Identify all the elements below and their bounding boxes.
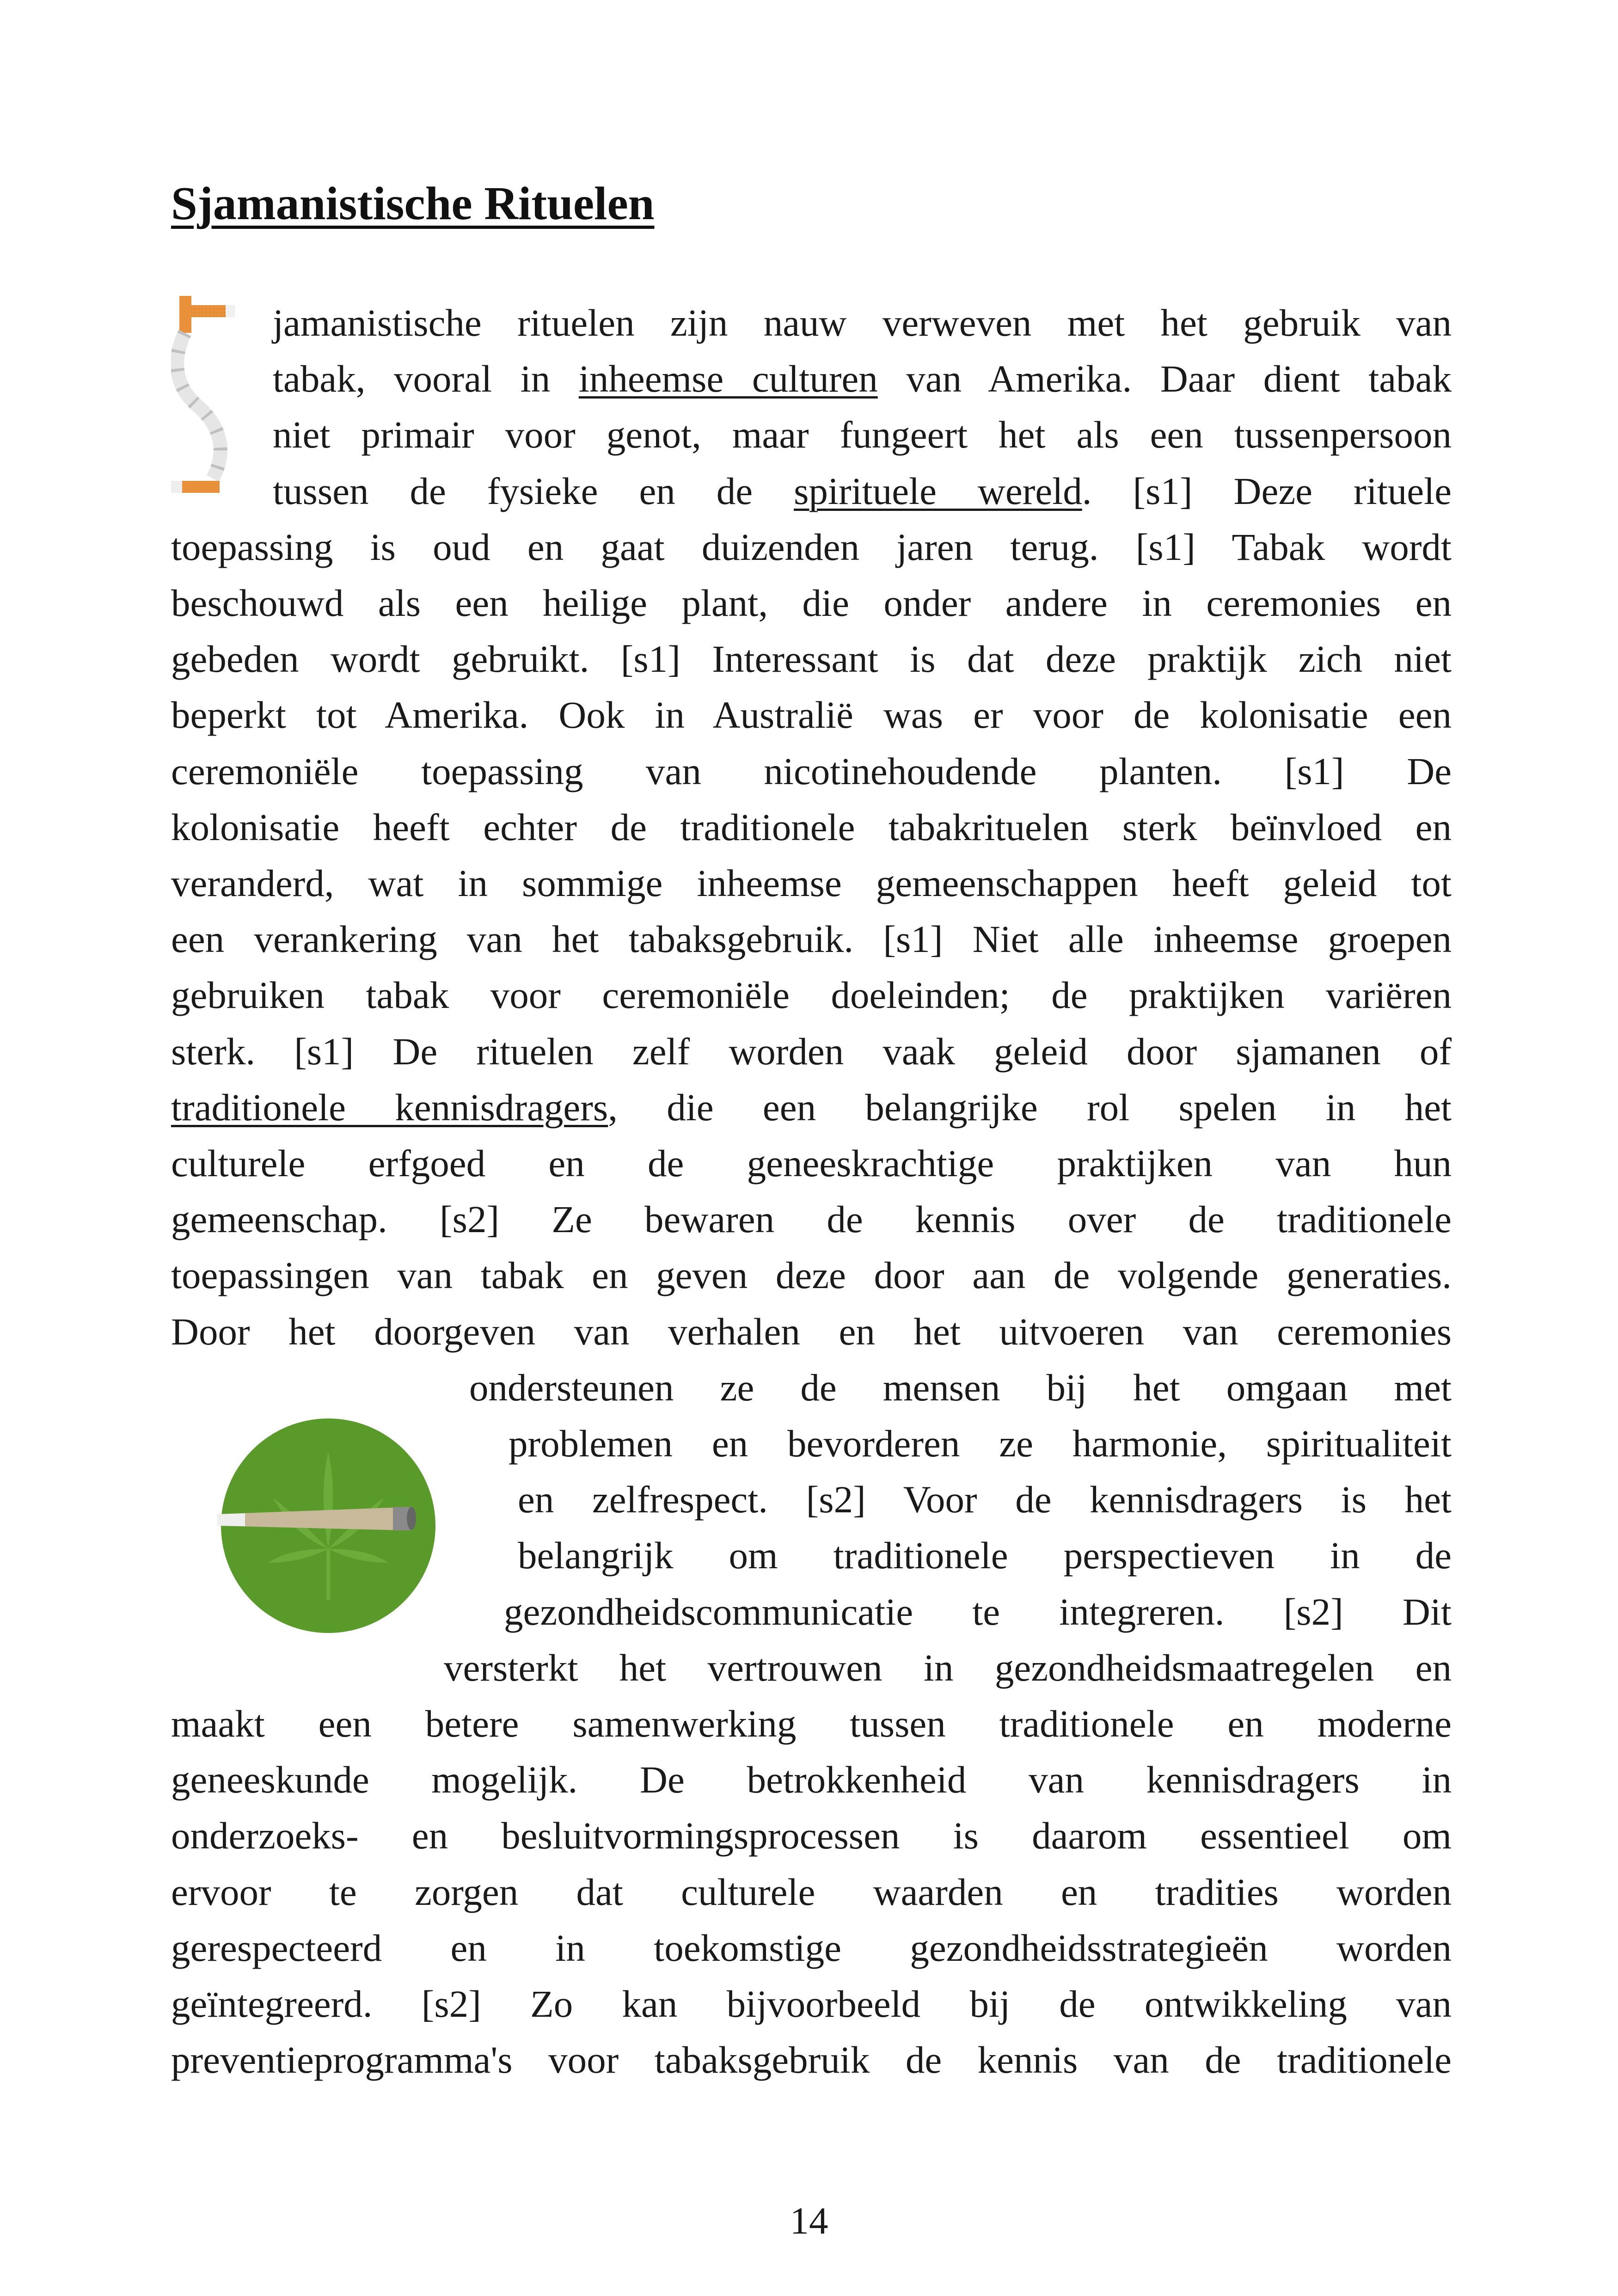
page-title: Sjamanistische Rituelen <box>171 178 655 230</box>
link-text[interactable]: inheemse culturen <box>578 357 878 400</box>
text-line: toepassingen van tabak en geven deze door aan de volgende generaties. <box>171 1254 1452 1297</box>
text-line: een verankering van het tabaksgebruik. [s1] Niet alle inheemse groepen <box>171 918 1452 961</box>
text-line: culturele erfgoed en de geneeskrachtige praktijken van hun <box>171 1142 1452 1185</box>
text-line: en zelfrespect. [s2] Voor de kennisdragers is het <box>518 1478 1452 1521</box>
text-line: versterkt het vertrouwen in gezondheidsmaatregelen en <box>444 1646 1452 1689</box>
text-line: veranderd, wat in sommige inheemse gemeenschappen heeft geleid tot <box>171 862 1452 904</box>
text-line: geïntegreerd. [s2] Zo kan bijvoorbeeld bij de ontwikkeling van <box>171 1983 1452 2025</box>
text-line: niet primair voor genot, maar fungeert het als een tussenpersoon <box>273 413 1452 456</box>
text-line: kolonisatie heeft echter de traditionele tabakrituelen sterk beïnvloed en <box>171 805 1452 848</box>
cigarette-letter-s-icon <box>171 296 236 513</box>
text-line: sterk. [s1] De rituelen zelf worden vaak geleid door sjamanen of <box>171 1030 1452 1073</box>
link-text[interactable]: spirituele wereld <box>794 469 1082 512</box>
text-span: , die een belangrijke rol spelen in het <box>608 1086 1452 1129</box>
text-line <box>171 1084 1452 1130</box>
link-text[interactable]: traditionele kennisdragers <box>171 1086 608 1129</box>
text-line: belangrijk om traditionele perspectieven in de <box>518 1534 1452 1577</box>
text-line: ervoor te zorgen dat culturele waarden en tradities worden <box>171 1870 1452 1913</box>
text-line: toepassing is oud en gaat duizenden jaren terug. [s1] Tabak wordt <box>171 525 1452 568</box>
text-line: problemen en bevorderen ze harmonie, spiritualiteit <box>509 1422 1452 1465</box>
text-line: gebruiken tabak voor ceremoniële doeleinden; de praktijken variëren <box>171 974 1452 1017</box>
page-number: 14 <box>790 2199 828 2242</box>
text-line: jamanistische rituelen zijn nauw verweven met het gebruik van <box>273 301 1452 344</box>
text-span: . [s1] Deze rituele <box>1082 469 1452 512</box>
text-line: geneeskunde mogelijk. De betrokkenheid van kennisdragers in <box>171 1758 1452 1801</box>
cannabis-joint-icon <box>217 1415 439 1637</box>
text-line <box>273 356 1452 402</box>
text-line: onderzoeks- en besluitvormingsprocessen is daarom essentieel om <box>171 1814 1452 1857</box>
text-line: gemeenschap. [s2] Ze bewaren de kennis over de traditionele <box>171 1198 1452 1241</box>
text-line: beperkt tot Amerika. Ook in Australië was er voor de kolonisatie een <box>171 694 1452 737</box>
text-line: maakt een betere samenwerking tussen traditionele en moderne <box>171 1702 1452 1745</box>
text-line: ondersteunen ze de mensen bij het omgaan met <box>469 1366 1452 1409</box>
text-span: van Amerika. Daar dient tabak <box>877 357 1452 400</box>
text-line: gerespecteerd en in toekomstige gezondheidsstrategieën worden <box>171 1926 1452 1969</box>
text-line: preventieprogramma's voor tabaksgebruik de kennis van de traditionele <box>171 2038 1452 2081</box>
text-line <box>273 468 1452 514</box>
text-line: beschouwd als een heilige plant, die onder andere in ceremonies en <box>171 582 1452 624</box>
text-span: tabak, vooral in <box>273 357 579 400</box>
text-line: Door het doorgeven van verhalen en het uitvoeren van ceremonies <box>171 1310 1452 1353</box>
text-line: ceremoniële toepassing van nicotinehoudende planten. [s1] De <box>171 749 1452 792</box>
text-line: gezondheidscommunicatie te integreren. [s2] Dit <box>504 1590 1452 1633</box>
text-line: gebeden wordt gebruikt. [s1] Interessant is dat deze praktijk zich niet <box>171 638 1452 681</box>
text-span: tussen de fysieke en de <box>273 469 794 512</box>
